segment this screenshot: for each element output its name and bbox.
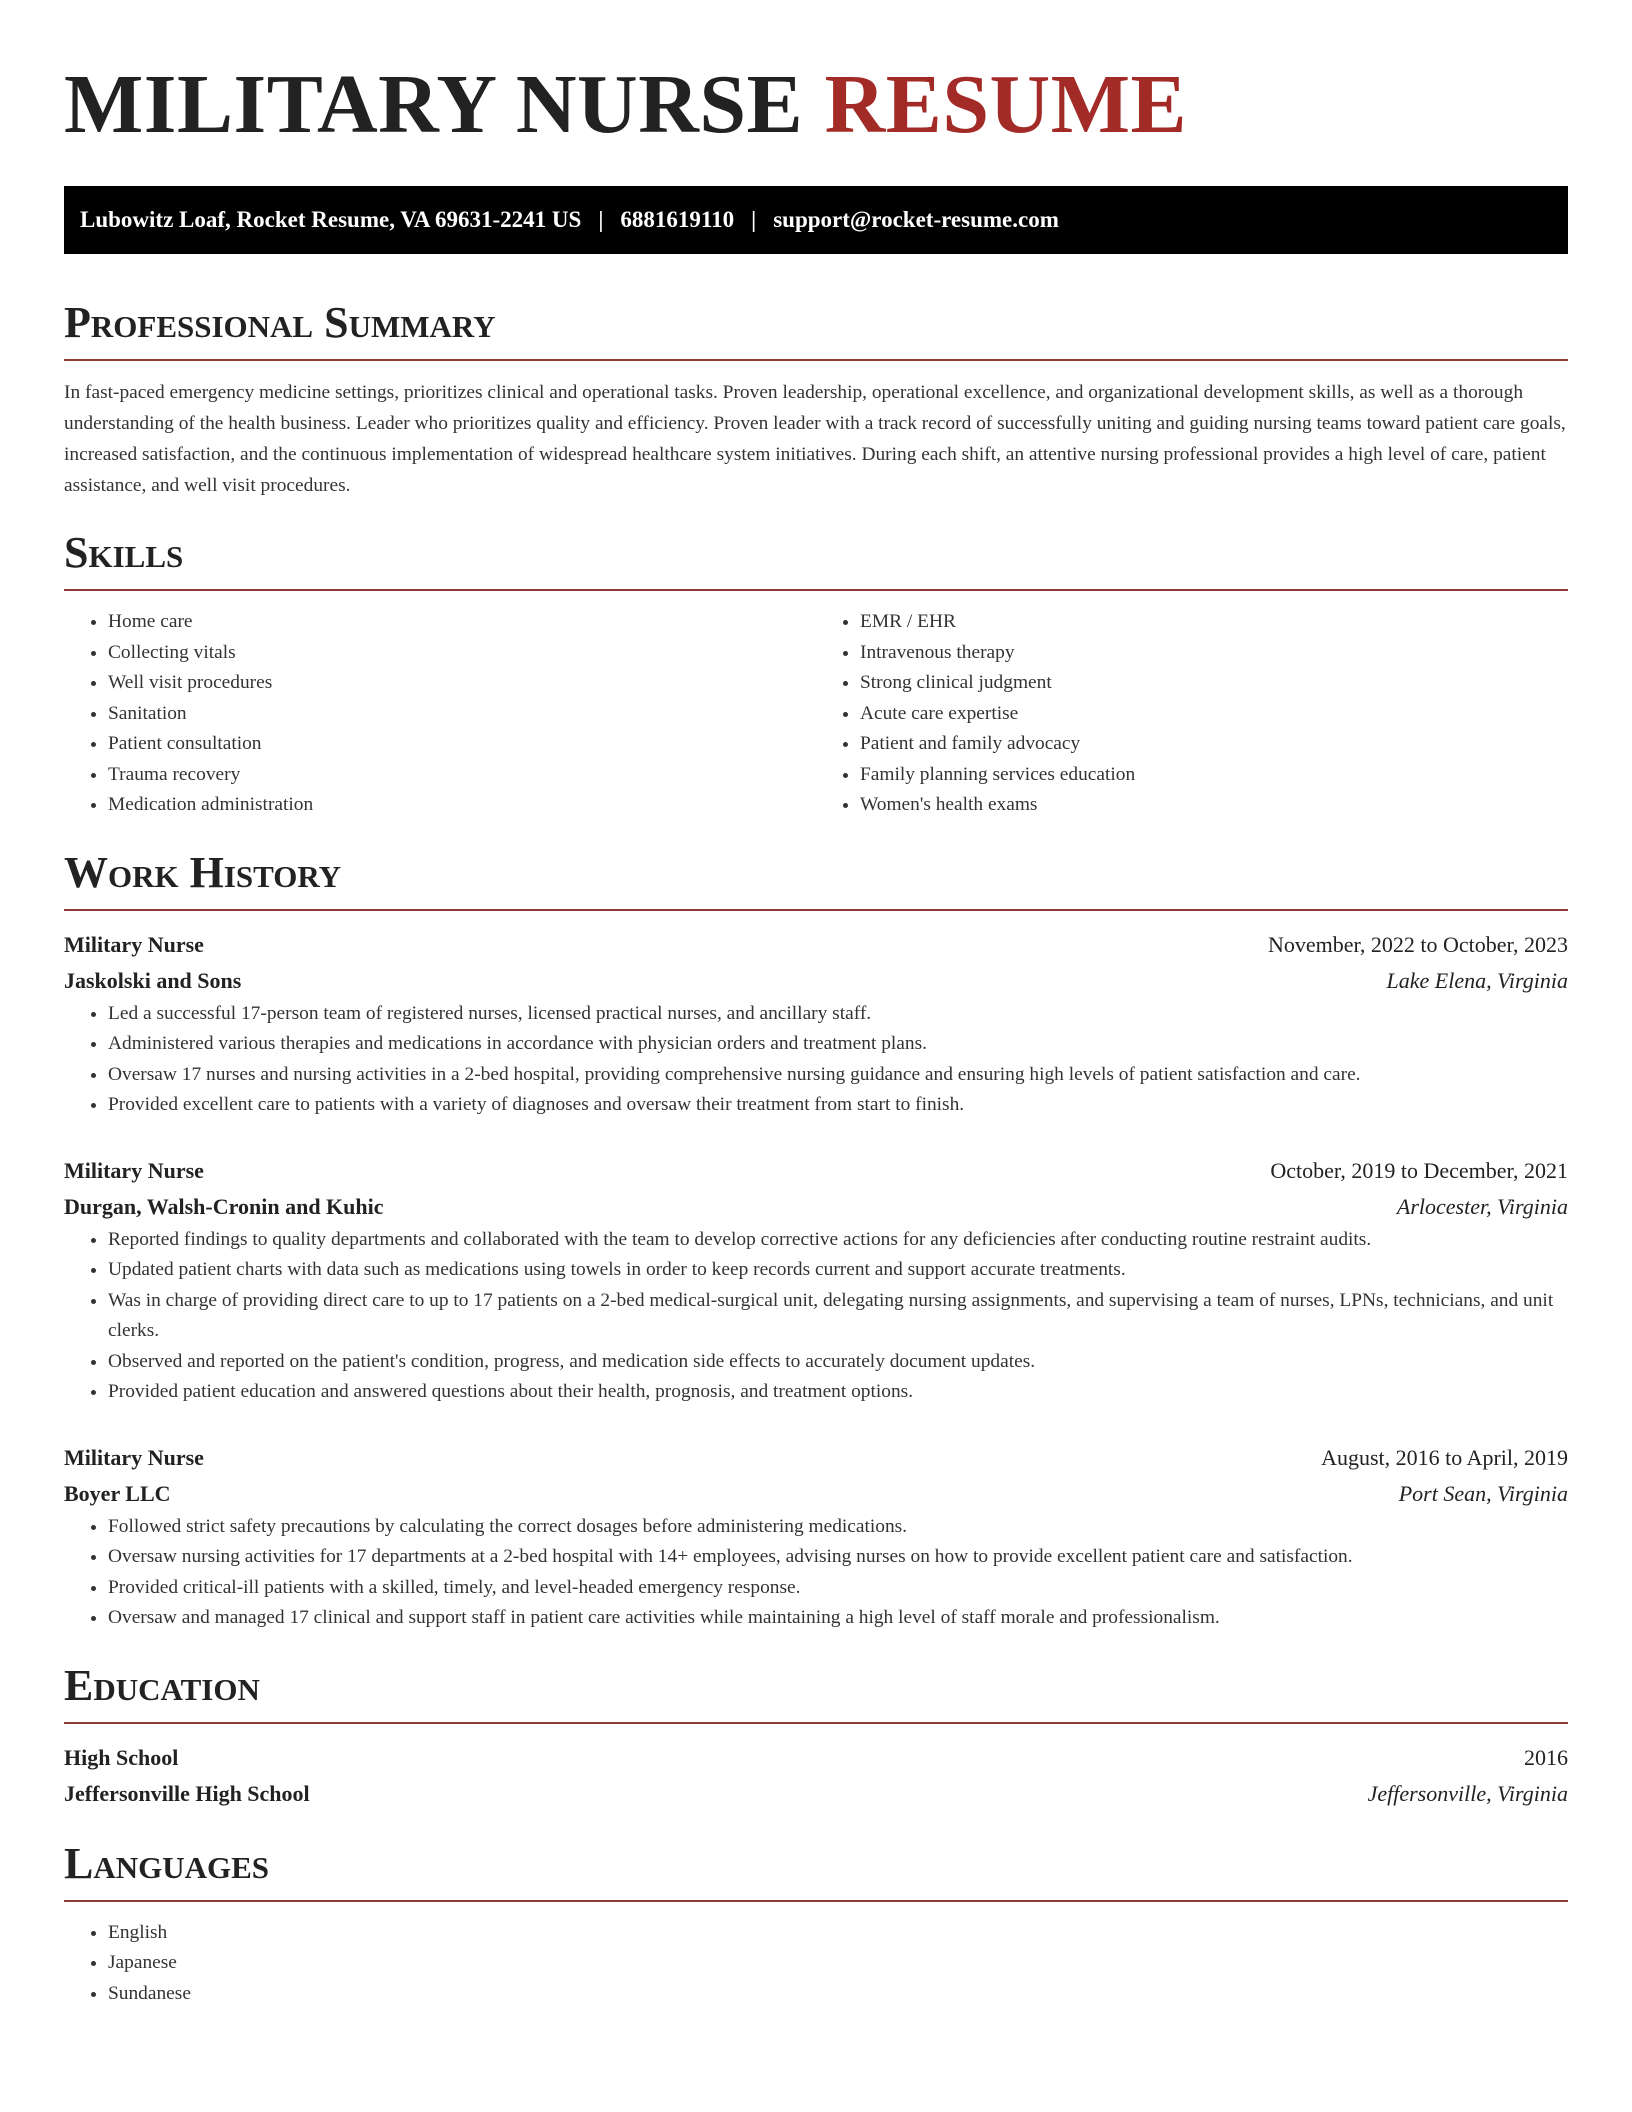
skill-item: • Intravenous therapy — [860, 638, 1568, 669]
job-bullet: • Oversaw 17 nurses and nursing activities in a 2-bed hospital, providing comprehensive nursing guidance and ensuring high levels of patient satisfaction and care. — [108, 1060, 1568, 1091]
skills-heading: Skills — [64, 528, 184, 577]
section-divider — [64, 1900, 1568, 1902]
job-bullet: • Reported findings to quality departments and collaborated with the team to develop corrective actions for any deficiencies after conducting routine restraint audits. — [108, 1225, 1568, 1256]
section-divider — [64, 909, 1568, 911]
education-heading: Education — [64, 1660, 260, 1710]
job-entry — [64, 1440, 1568, 1634]
skill-item: • Patient consultation — [108, 729, 816, 760]
job-location: Lake Elena, Virginia — [1386, 967, 1568, 993]
education-degree: High School — [64, 1744, 179, 1770]
languages-list — [64, 1918, 1568, 2010]
skill-item: • Medication administration — [108, 790, 816, 821]
job-bullet: • Observed and reported on the patient's condition, progress, and medication side effects to accurately document updates. — [108, 1347, 1568, 1378]
job-bullet: • Followed strict safety precautions by calculating the correct dosages before administering medications. — [108, 1512, 1568, 1543]
skills-list — [64, 607, 1568, 821]
job-bullet: • Updated patient charts with data such as medications using towels in order to keep records current and support accurate treatments. — [108, 1255, 1568, 1286]
job-bullet: • Provided critical-ill patients with a skilled, timely, and level-headed emergency response. — [108, 1573, 1568, 1604]
job-bullet: • Oversaw nursing activities for 17 departments at a 2-bed hospital with 14+ employees, advising nurses on how to provide excellent patient care and satisfaction. — [108, 1542, 1568, 1573]
contact-separator: | — [598, 207, 604, 232]
summary-text: In fast-paced emergency medicine settings, prioritizes clinical and operational tasks. Proven leadership, operational excellence, and organizational development skills, as well as a thorough understanding of the health business. Leader who prioritizes quality and efficiency. Proven leader with a track record of successfully uniting and guiding nursing teams toward patient care goals, increased satisfaction, and the continuous implementation of widespread healthcare system initiatives. During each shift, an attentive nursing professional provides a high level of care, patient assistance, and well visit procedures. — [64, 382, 1566, 496]
job-entry — [64, 1153, 1568, 1408]
skill-item: • Home care — [108, 607, 816, 638]
section-divider — [64, 589, 1568, 591]
summary-section — [64, 297, 1568, 501]
job-entry — [64, 927, 1568, 1121]
skill-item: • Strong clinical judgment — [860, 668, 1568, 699]
contact-phone: 6881619110 — [620, 207, 735, 232]
education-location: Jeffersonville, Virginia — [1367, 1780, 1568, 1806]
job-dates: November, 2022 to October, 2023 — [1267, 931, 1568, 957]
summary-heading: Professional Summary — [64, 298, 496, 347]
skills-column-right — [816, 607, 1568, 821]
job-bullet: • Was in charge of providing direct care to up to 17 patients on a 2-bed medical-surgical unit, delegating nursing assignments, and supervising a team of nurses, LPNs, technicians, and unit clerks. — [108, 1286, 1568, 1347]
education-year: 2016 — [1524, 1744, 1568, 1770]
title-accent: RESUME — [824, 58, 1188, 151]
skill-item: • Well visit procedures — [108, 668, 816, 699]
job-bullet: • Provided excellent care to patients with a variety of diagnoses and oversaw their treatment from start to finish. — [108, 1090, 1568, 1121]
skills-section — [64, 527, 1568, 821]
job-bullet: • Provided patient education and answered questions about their health, prognosis, and treatment options. — [108, 1377, 1568, 1408]
job-location: Port Sean, Virginia — [1398, 1480, 1568, 1506]
job-company: Durgan, Walsh-Cronin and Kuhic — [64, 1193, 384, 1219]
education-entry — [64, 1740, 1568, 1812]
job-dates: August, 2016 to April, 2019 — [1321, 1444, 1568, 1470]
languages-section — [64, 1838, 1568, 2010]
skills-column-left — [64, 607, 816, 821]
contact-email: support@rocket-resume.com — [773, 207, 1059, 232]
skill-item: • Family planning services education — [860, 760, 1568, 791]
work-history-heading: Work History — [64, 847, 342, 897]
job-bullet: • Led a successful 17-person team of registered nurses, licensed practical nurses, and ancillary staff. — [108, 999, 1568, 1030]
job-bullet: • Administered various therapies and medications in accordance with physician orders and treatment plans. — [108, 1029, 1568, 1060]
job-title: Military Nurse — [64, 1444, 204, 1470]
resume-title — [64, 55, 1568, 155]
contact-separator: | — [751, 207, 757, 232]
skill-item: • Collecting vitals — [108, 638, 816, 669]
skill-item: • EMR / EHR — [860, 607, 1568, 638]
language-item: • English — [108, 1918, 1568, 1949]
language-item: • Japanese — [108, 1948, 1568, 1979]
skill-item: • Acute care expertise — [860, 699, 1568, 730]
contact-address: Lubowitz Loaf, Rocket Resume, VA 69631-2241 US — [80, 207, 582, 232]
job-bullet: • Oversaw and managed 17 clinical and support staff in patient care activities while maintaining a high level of staff morale and professionalism. — [108, 1603, 1568, 1634]
job-title: Military Nurse — [64, 1157, 204, 1183]
skill-item: • Patient and family advocacy — [860, 729, 1568, 760]
languages-heading: Languages — [64, 1838, 270, 1888]
work-history-section — [64, 847, 1568, 1634]
job-dates: October, 2019 to December, 2021 — [1270, 1157, 1568, 1183]
job-company: Boyer LLC — [64, 1480, 171, 1506]
education-section — [64, 1660, 1568, 1812]
skill-item: • Women's health exams — [860, 790, 1568, 821]
section-divider — [64, 1722, 1568, 1724]
section-divider — [64, 359, 1568, 361]
title-main: MILITARY NURSE — [64, 58, 804, 151]
contact-bar — [64, 186, 1568, 254]
job-title: Military Nurse — [64, 931, 204, 957]
skill-item: • Trauma recovery — [108, 760, 816, 791]
job-company: Jaskolski and Sons — [64, 967, 242, 993]
skill-item: • Sanitation — [108, 699, 816, 730]
education-school: Jeffersonville High School — [64, 1780, 310, 1806]
language-item: • Sundanese — [108, 1979, 1568, 2010]
job-location: Arlocester, Virginia — [1396, 1193, 1568, 1219]
